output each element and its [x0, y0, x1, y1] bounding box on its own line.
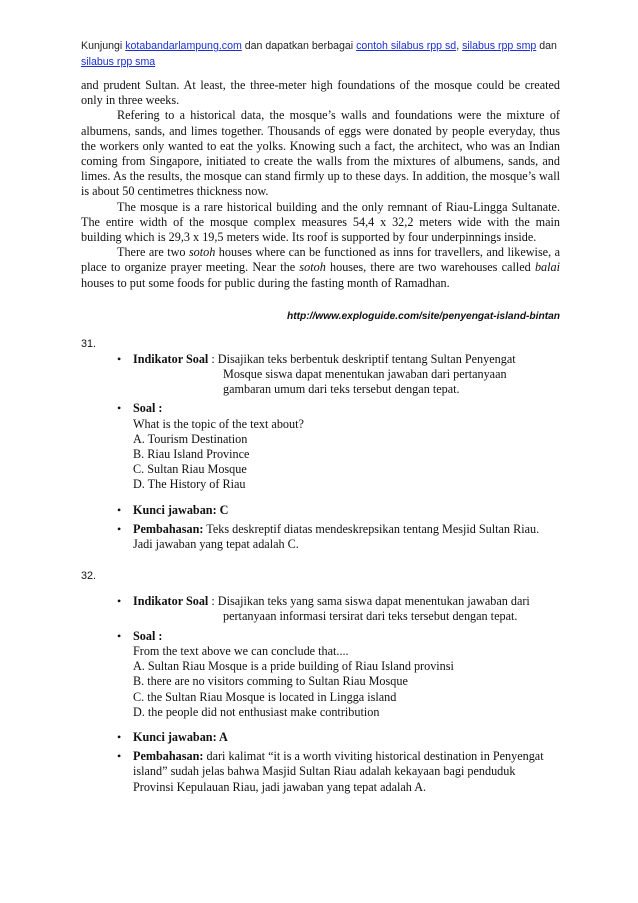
indikator-text: : Disajikan teks yang sama siswa dapat menentukan jawaban dari: [208, 594, 530, 609]
pembahasan-text: Provinsi Kepulauan Riau, jadi jawaban yang tepat adalah A.: [133, 779, 427, 794]
option: B. there are no visitors comming to Sultan Riau Mosque: [133, 674, 408, 689]
link-silabus-smp[interactable]: silabus rpp smp: [462, 40, 537, 52]
option: C. Sultan Riau Mosque: [133, 462, 247, 477]
option: A. Tourism Destination: [133, 431, 248, 446]
question-number: 32.: [81, 570, 97, 583]
link-silabus-sd[interactable]: contoh silabus rpp sd: [356, 40, 457, 52]
header-sep: dan: [536, 40, 557, 52]
answer-key: Kunci jawaban: C: [133, 502, 229, 517]
pembahasan-text: Jadi jawaban yang tepat adalah C.: [133, 537, 299, 552]
reading-text: [81, 78, 560, 291]
header-mid: dan dapatkan berbagai: [241, 40, 357, 52]
options-list: [133, 432, 560, 493]
paragraph: and prudent Sultan. At least, the three-meter high foundations of the mosque could be created only in three weeks.: [81, 78, 560, 108]
option: D. The History of Riau: [133, 477, 246, 492]
options-list: [133, 659, 560, 720]
bullet-icon: •: [117, 401, 122, 416]
pembahasan-text: dari kalimat “it is a worth viviting historical destination in Penyengat: [203, 749, 544, 764]
pembahasan-text: Teks deskreptif diatas mendeskrepsikan tentang Mesjid Sultan Riau.: [203, 521, 540, 536]
header-prefix: Kunjungi: [81, 40, 126, 52]
question-32: [81, 594, 560, 794]
bullet-icon: •: [117, 594, 122, 609]
bullet-icon: •: [117, 628, 122, 643]
option: D. the people did not enthusiast make contribution: [133, 704, 380, 719]
option: C. the Sultan Riau Mosque is located in Lingga island: [133, 689, 397, 704]
bullet-icon: •: [117, 502, 122, 517]
link-kotabandarlampung[interactable]: kotabandarlampung.com: [125, 40, 242, 52]
text-run: houses to put some foods for public during the fasting month of Ramadhan.: [81, 275, 450, 290]
soal-label: Soal :: [133, 628, 163, 643]
bullet-icon: •: [117, 521, 122, 536]
answer-key: Kunci jawaban: A: [133, 729, 228, 744]
kunci-item: [117, 730, 560, 745]
italic-term: balai: [534, 260, 560, 275]
indikator-item: [117, 352, 560, 398]
indikator-label: Indikator Soal: [133, 351, 209, 366]
link-silabus-sma[interactable]: silabus rpp sma: [81, 56, 156, 68]
indikator-text: gambaran umum dari teks tersebut dengan tepat.: [223, 382, 460, 397]
paragraph: Refering to a historical data, the mosque’s walls and foundations were the mixture of albumens, sands, and limes together. Thousands of eggs were donated by people everyday, thus the workers only wanted to eat the yolks. Knowing such a fact, the architect, who was an Indian coming from Singapore, initiated to create the walls from the mixtures of albumens, sands, and limes. As the results, the mosque can stand firmly up to these days. In addition, the mosque’s wall is about 50 centimetres thickness now.: [81, 108, 560, 199]
text-run: houses where can be functioned as inns for travellers, and likewise, a place to organize prayer meeting. Near the: [81, 245, 561, 275]
pembahasan-label: Pembahasan:: [133, 749, 204, 764]
paragraph: The mosque is a rare historical building and the only remnant of Riau-Lingga Sultanate. The entire width of the mosque complex measures 54,4 x 32,2 meters wide with the main building which is 29,3 x 19,5 meters wide. Its roof is supported by four underpinnings inside.: [81, 199, 560, 245]
page-header: [81, 38, 560, 70]
pembahasan-label: Pembahasan:: [133, 521, 204, 536]
source-url: http://www.exploguide.com/site/penyengat-island-bintan: [286, 310, 560, 322]
indikator-text: Mosque siswa dapat menentukan jawaban dari pertanyaan: [223, 367, 507, 382]
option: B. Riau Island Province: [133, 447, 250, 462]
soal-item: [117, 401, 560, 492]
indikator-text: pertanyaan informasi tersirat dari teks tersebut dengan tepat.: [223, 609, 518, 624]
text-run: houses, there are two warehouses called: [325, 260, 535, 275]
pembahasan-item: [117, 522, 560, 552]
text-run: There are two: [117, 245, 189, 260]
pembahasan-text: island” sudah jelas bahwa Masjid Sultan Riau adalah kekayaan bagi penduduk: [133, 764, 516, 779]
italic-term: sotoh: [299, 260, 326, 275]
bullet-icon: •: [117, 749, 122, 764]
indikator-label: Indikator Soal: [133, 594, 209, 609]
soal-item: [117, 629, 560, 720]
option: A. Sultan Riau Mosque is a pride building of Riau Island provinsi: [133, 659, 454, 674]
indikator-text: : Disajikan teks berbentuk deskriptif tentang Sultan Penyengat: [208, 351, 516, 366]
bullet-icon: •: [117, 351, 122, 366]
question-text: What is the topic of the text about?: [133, 416, 304, 431]
bullet-icon: •: [117, 729, 122, 744]
soal-label: Soal :: [133, 401, 163, 416]
indikator-item: [117, 594, 560, 624]
header-sep: ,: [456, 40, 463, 52]
paragraph: [81, 245, 560, 291]
italic-term: sotoh: [188, 245, 216, 260]
question-31: [81, 352, 560, 552]
pembahasan-item: [117, 749, 560, 795]
kunci-item: [117, 503, 560, 518]
question-number: 31.: [81, 337, 97, 350]
question-text: From the text above we can conclude that....: [133, 643, 349, 658]
